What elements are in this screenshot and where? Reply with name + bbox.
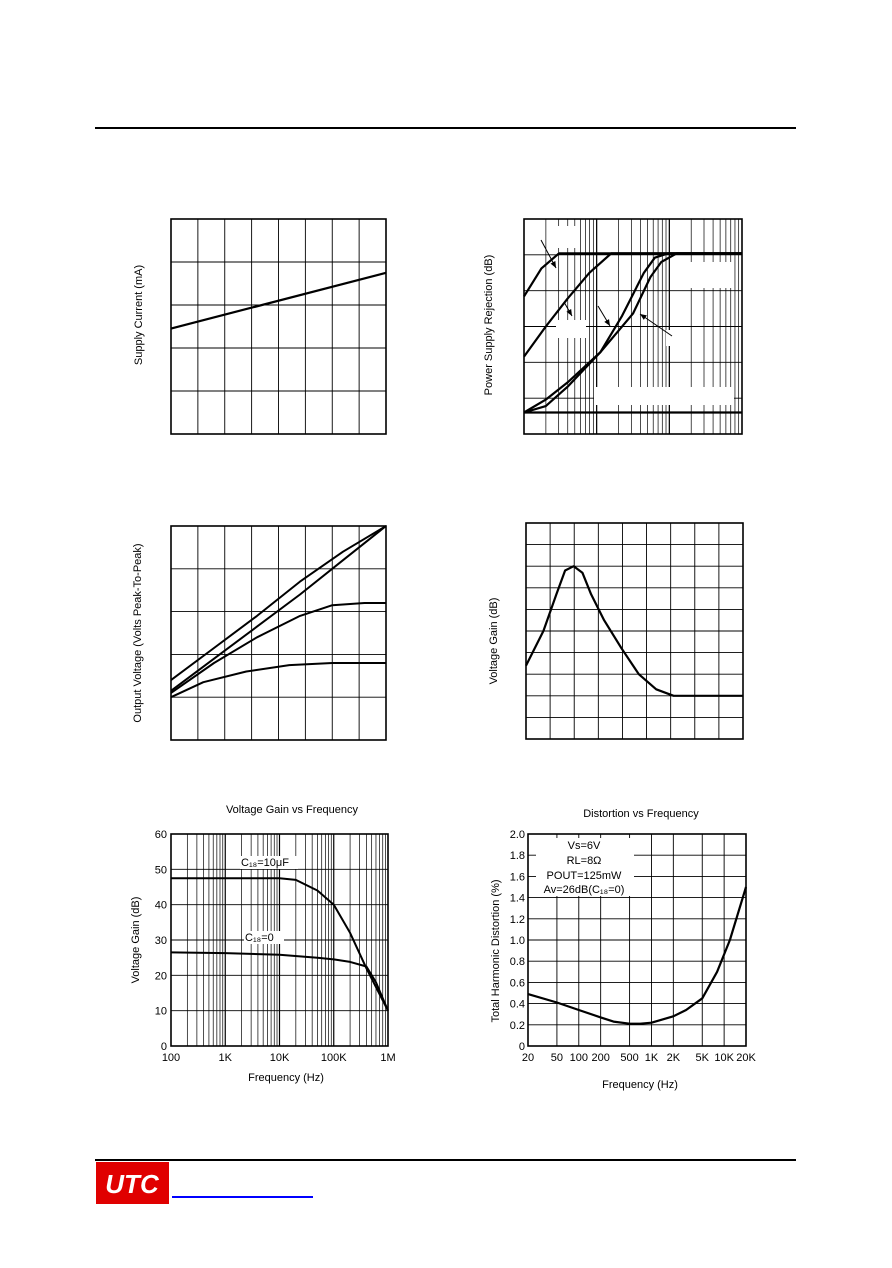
- c2-label-area: [690, 262, 734, 288]
- c5-ytick-label: 0: [160, 1041, 167, 1053]
- c5-ytick-label: 50: [154, 864, 167, 877]
- c2-arrow-head: [566, 309, 572, 316]
- c6-annotation-pout: POUT=125mW: [546, 870, 622, 882]
- c2-ylabel: Power Supply Rejection (dB): [483, 254, 495, 396]
- c6-xtick-label: 20: [521, 1052, 535, 1064]
- c1-ylabel: Supply Current (mA): [133, 264, 145, 366]
- c5-ytick-label: 20: [154, 970, 167, 983]
- output-voltage-chart: [171, 526, 386, 740]
- c4-ylabel: Voltage Gain (dB): [488, 597, 500, 685]
- c5-ytick-label: 30: [154, 935, 167, 947]
- c6-ytick-label: 0.8: [509, 956, 525, 969]
- c6-xtick-label: 200: [591, 1052, 610, 1064]
- c2-label-area: [556, 226, 578, 248]
- c6-ytick-label: 1.8: [509, 850, 525, 863]
- c6-xtick-label: 100: [569, 1052, 588, 1064]
- c5-xtick-label: 100: [161, 1052, 181, 1064]
- utc-logo-text: UTC: [105, 1169, 159, 1199]
- c6-xtick-label: 1K: [644, 1052, 659, 1064]
- c2-arrow-head: [640, 314, 647, 320]
- c6-xtick-label: 2K: [666, 1052, 681, 1064]
- supply-current-chart: [171, 219, 386, 434]
- c5-label-c18-10uF: C₁₈=10μF: [241, 857, 289, 869]
- c5-xtick-label: 10K: [269, 1052, 290, 1064]
- c6-ytick-label: 0.6: [509, 977, 525, 990]
- c6-ytick-label: 0.2: [509, 1019, 525, 1032]
- c5-title: Voltage Gain vs Frequency: [225, 804, 359, 816]
- power-supply-rejection-chart: [524, 219, 742, 434]
- c6-xtick-label: 500: [620, 1052, 639, 1064]
- c5-xtick-label: 1K: [218, 1052, 232, 1064]
- c6-xtick-label: 10K: [714, 1052, 734, 1064]
- c6-ytick-label: 0.4: [509, 998, 525, 1011]
- c6-ytick-label: 1.0: [509, 935, 525, 947]
- c6-annotation-vs: Vs=6V: [567, 840, 601, 852]
- c6-xlabel: Frequency (Hz): [602, 1079, 678, 1091]
- c6-title: Distortion vs Frequency: [583, 808, 699, 820]
- c6-annotation-av: Av=26dB(C₁₈=0): [543, 884, 625, 896]
- c6-xtick-label: 50: [550, 1052, 564, 1064]
- website-link-underline[interactable]: [172, 1196, 313, 1198]
- c6-ytick-label: 1.4: [509, 892, 525, 905]
- c6-ylabel: Total Harmonic Distortion (%): [490, 879, 502, 1023]
- c6-ytick-label: 1.2: [509, 913, 525, 926]
- c2-label-area: [666, 330, 690, 346]
- c5-xtick-label: 1M: [380, 1052, 396, 1064]
- c2-label-area: [594, 387, 734, 405]
- c6-ytick-label: 2.0: [509, 829, 525, 841]
- c2-arrow-head: [604, 319, 610, 326]
- c5-label-c18-0: C₁₈=0: [245, 932, 274, 944]
- c5-ytick-label: 10: [154, 1005, 167, 1018]
- c2-label-area: [556, 320, 586, 338]
- c5-ytick-label: 40: [154, 899, 167, 912]
- c6-xtick-label: 5K: [695, 1052, 709, 1064]
- c5-xtick-label: 100K: [320, 1052, 347, 1064]
- c5-xlabel: Frequency (Hz): [248, 1072, 324, 1084]
- c6-xtick-label: 20K: [736, 1052, 756, 1064]
- c6-ytick-label: 1.6: [509, 871, 525, 884]
- c6-ytick-label: 0: [518, 1041, 525, 1053]
- c5-ytick-label: 60: [154, 829, 167, 841]
- c5-ylabel: Voltage Gain (dB): [130, 896, 142, 984]
- voltage-gain-chart: [526, 523, 743, 739]
- c6-annotation-rl: RL=8Ω: [566, 855, 602, 867]
- c3-ylabel: Output Voltage (Volts Peak-To-Peak): [132, 543, 144, 723]
